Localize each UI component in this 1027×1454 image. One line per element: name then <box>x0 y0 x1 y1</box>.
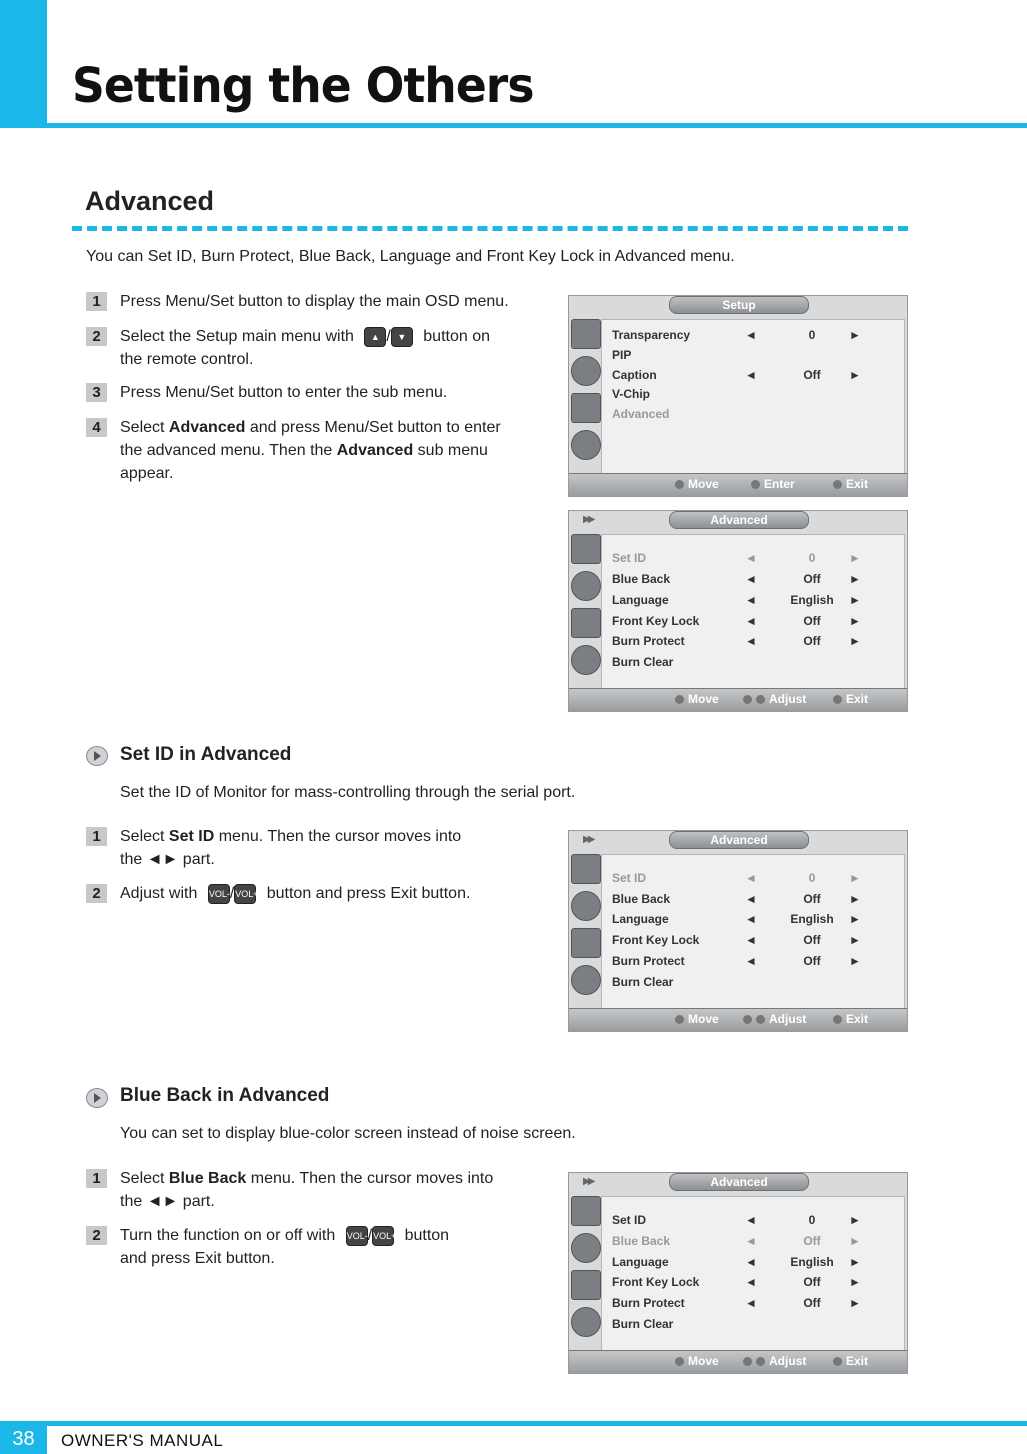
step-text-post: button on <box>423 328 490 345</box>
osd-panel: Set ID ◄ 0 ► Blue Back ◄ Off ► Language ◄ English ► Front Key Lock ◄ Off ► Burn Protect ◄ Off ► Burn Clear <box>601 854 905 1009</box>
footer-exit: Exit <box>846 477 869 491</box>
footer-exit: Exit <box>846 692 869 706</box>
step-emphasis: Blue Back <box>168 1170 247 1187</box>
intro-text: You can Set ID, Burn Protect, Blue Back, Language and Front Key Lock in Advanced menu. <box>86 248 735 265</box>
step-emphasis: Advanced <box>336 442 414 459</box>
title-rule <box>0 123 1027 128</box>
down-button-icon: ▼ <box>391 327 413 347</box>
footer-adjust: Adjust <box>769 1354 807 1368</box>
vol-up-button-icon: VOL+ <box>372 1226 394 1246</box>
step-number: 1 <box>86 1169 107 1188</box>
osd-advanced-menu-blue-back <box>568 1172 908 1374</box>
osd-advanced-menu-set-id <box>568 830 908 1032</box>
step-text: Press Menu/Set button to display the main OSD menu. <box>120 293 509 310</box>
volume-buttons <box>208 882 259 905</box>
blue-back-title: Blue Back in Advanced <box>120 1085 330 1106</box>
footer-move: Move <box>688 1354 719 1368</box>
slash: / <box>367 1227 373 1245</box>
footer-rule <box>0 1421 1027 1426</box>
page-number: 38 <box>0 1425 47 1454</box>
vol-up-button-icon: VOL+ <box>234 884 256 904</box>
set-id-title: Set ID in Advanced <box>120 744 292 765</box>
step-number: 3 <box>86 383 107 402</box>
step-text: Select <box>120 419 169 436</box>
double-arrow-icon: ▶▶ <box>583 834 593 845</box>
step-text: menu. Then the cursor moves into <box>214 828 462 845</box>
bullet-arrow-icon <box>86 1088 108 1108</box>
footer-move: Move <box>688 477 719 491</box>
footer-move: Move <box>688 1012 719 1026</box>
clock-icon <box>571 430 601 460</box>
tools-icon <box>571 1270 601 1300</box>
sound-icon <box>571 356 601 386</box>
step-text-post: button and press Exit button. <box>266 885 471 902</box>
osd-header: Advanced <box>669 1173 809 1191</box>
step-number: 2 <box>86 884 107 903</box>
step-number: 1 <box>86 827 107 846</box>
osd-footer <box>569 1008 907 1031</box>
clock-icon <box>571 645 601 675</box>
step-text-line2: and press Exit button. <box>120 1250 275 1268</box>
clock-icon <box>571 1307 601 1337</box>
osd-header: Advanced <box>669 511 809 529</box>
osd-footer <box>569 688 907 711</box>
step-number: 1 <box>86 292 107 311</box>
step-text: the advanced menu. Then the <box>120 442 337 459</box>
step-text: Select <box>120 1170 169 1187</box>
step-text: the ◄► part. <box>120 851 215 868</box>
step-text: Press Menu/Set button to enter the sub menu. <box>120 384 448 401</box>
tools-icon <box>571 928 601 958</box>
clock-icon <box>571 965 601 995</box>
osd-panel: Transparency ◄ 0 ► PIP Caption ◄ Off ► V-Chip Advanced <box>601 319 905 474</box>
bullet-arrow-icon <box>86 746 108 766</box>
picture-icon <box>571 534 601 564</box>
footer-exit: Exit <box>846 1012 869 1026</box>
footer-adjust: Adjust <box>769 1012 807 1026</box>
osd-icon-column <box>571 534 601 682</box>
sound-icon <box>571 1233 601 1263</box>
double-arrow-icon: ▶▶ <box>583 1176 593 1187</box>
title-accent-bar <box>0 0 47 128</box>
osd-setup-menu <box>568 295 908 497</box>
step-text-line2: the remote control. <box>120 351 254 369</box>
section-title: Advanced <box>85 186 215 216</box>
osd-footer <box>569 1350 907 1373</box>
step-number: 4 <box>86 418 107 437</box>
footer-exit: Exit <box>846 1354 869 1368</box>
sound-icon <box>571 571 601 601</box>
footer-move: Move <box>688 692 719 706</box>
section-divider <box>72 226 908 231</box>
step-text: menu. Then the cursor moves into <box>246 1170 494 1187</box>
osd-header: Setup <box>669 296 809 314</box>
slash: / <box>386 328 391 346</box>
step-text: the ◄► part. <box>120 1193 215 1210</box>
slash: / <box>229 885 235 903</box>
osd-advanced-menu <box>568 510 908 712</box>
tools-icon <box>571 608 601 638</box>
step-text: sub menu <box>413 442 488 459</box>
sound-icon <box>571 891 601 921</box>
set-id-desc: Set the ID of Monitor for mass-controlling through the serial port. <box>120 784 576 801</box>
up-down-buttons <box>364 325 412 348</box>
picture-icon <box>571 854 601 884</box>
step-text-post: button <box>404 1227 450 1244</box>
osd-footer <box>569 473 907 496</box>
blue-back-desc: You can set to display blue-color screen instead of noise screen. <box>120 1125 576 1142</box>
step-text: Select the Setup main menu with <box>120 328 354 345</box>
tools-icon <box>571 393 601 423</box>
picture-icon <box>571 1196 601 1226</box>
footer-adjust: Adjust <box>769 692 807 706</box>
step-emphasis: Set ID <box>168 828 215 845</box>
step-number: 2 <box>86 327 107 346</box>
step-text: Select <box>120 828 169 845</box>
step-text: and press Menu/Set button to enter <box>245 419 501 436</box>
page-title: Setting the Others <box>72 58 534 114</box>
vol-down-button-icon: VOL- <box>208 884 230 904</box>
vol-down-button-icon: VOL- <box>346 1226 368 1246</box>
step-text: Adjust with <box>120 885 198 902</box>
picture-icon <box>571 319 601 349</box>
footer-enter: Enter <box>764 477 795 491</box>
up-button-icon: ▲ <box>364 327 386 347</box>
manual-label: OWNER'S MANUAL <box>61 1431 224 1450</box>
osd-header: Advanced <box>669 831 809 849</box>
osd-icon-column <box>571 319 601 467</box>
step-emphasis: Advanced <box>168 419 246 436</box>
osd-panel: Set ID ◄ 0 ► Blue Back ◄ Off ► Language ◄ English ► Front Key Lock ◄ Off ► Burn Protect ◄ Off ► Burn Clear <box>601 534 905 689</box>
osd-icon-column <box>571 854 601 1002</box>
double-arrow-icon: ▶▶ <box>583 514 593 525</box>
step-text: Turn the function on or off with <box>120 1227 336 1244</box>
volume-buttons <box>346 1224 397 1247</box>
osd-panel: Set ID ◄ 0 ► Blue Back ◄ Off ► Language ◄ English ► Front Key Lock ◄ Off ► Burn Protect ◄ Off ► Burn Clear <box>601 1196 905 1351</box>
step-number: 2 <box>86 1226 107 1245</box>
osd-icon-column <box>571 1196 601 1344</box>
step-text: appear. <box>120 465 174 482</box>
